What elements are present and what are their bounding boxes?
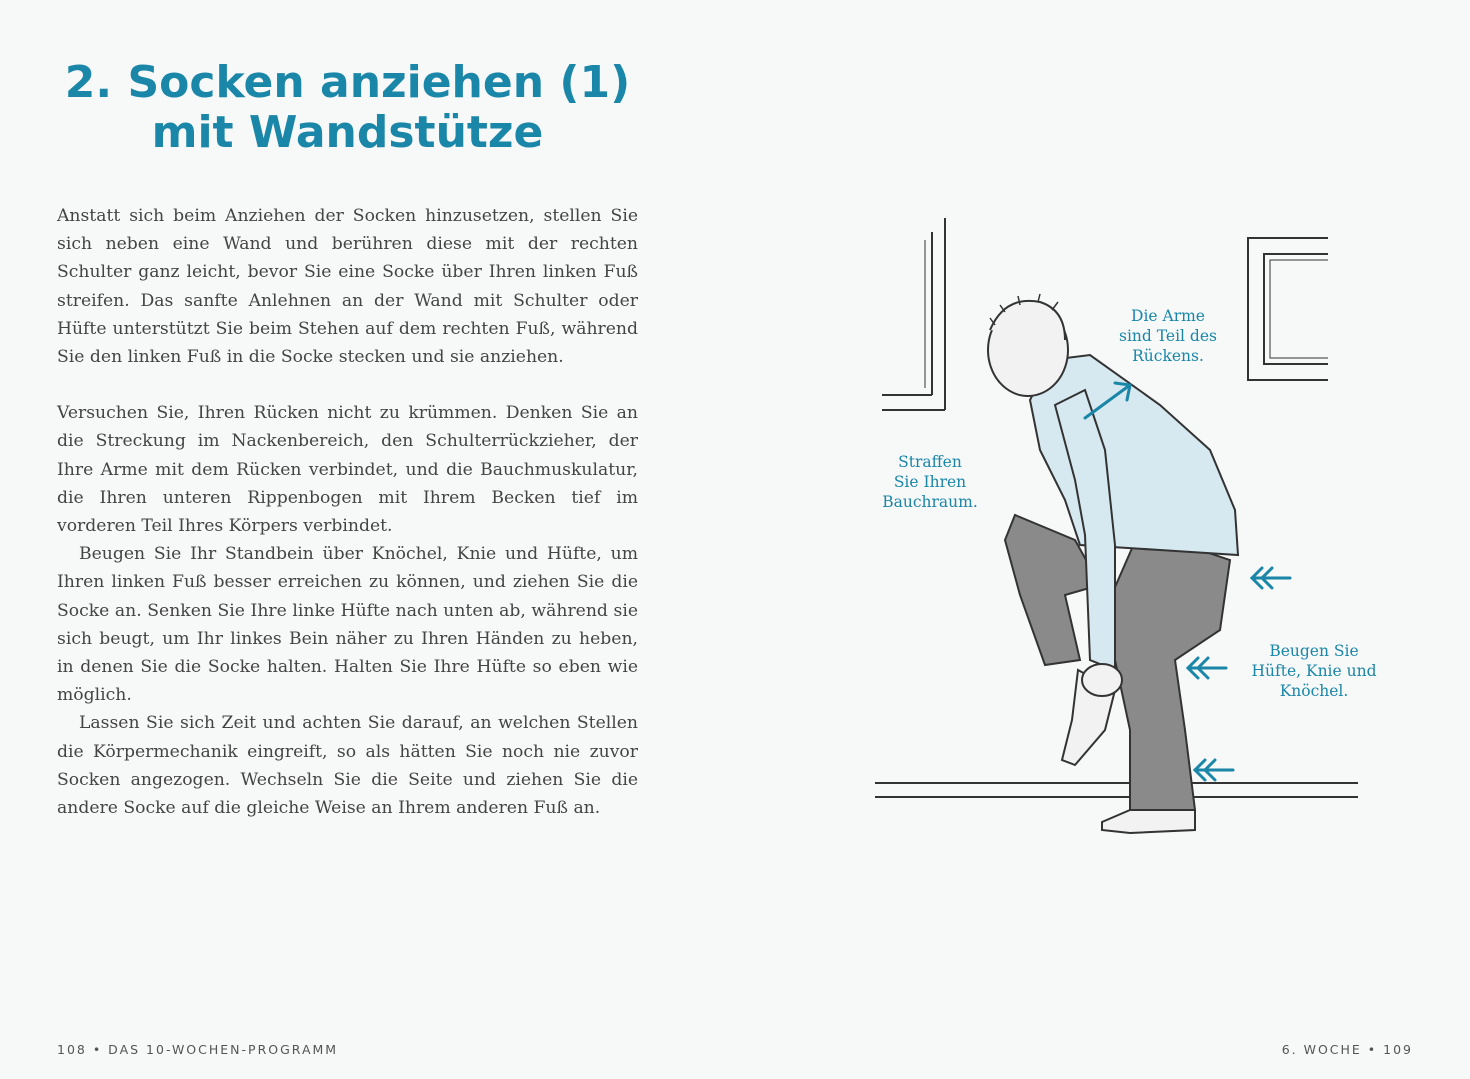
note-bend: Beugen Sie Hüfte, Knie und Knöchel. <box>1251 642 1377 700</box>
title-line-1: 2. Socken anziehen (1) <box>64 57 631 108</box>
footer-left: 108 • DAS 10-WOCHEN-PROGRAMM <box>57 1042 339 1057</box>
standing-leg <box>1105 530 1230 810</box>
paragraph-4: Lassen Sie sich Zeit und achten Sie darauf, an welchen Stellen die Körpermechanik eingreift, so als hätten Sie noch nie zuvor Socken angezogen. Wechseln Sie die Seite und ziehen Sie die andere Socke auf die gleiche Weise an Ihrem anderen Fuß an. <box>57 713 638 819</box>
note-arms: Die Arme sind Teil des Rückens. <box>1119 307 1217 365</box>
note-abdomen: Straffen Sie Ihren Bauchraum. <box>882 453 978 511</box>
arrow-hip-icon <box>1252 568 1290 588</box>
footer-right: 6. WOCHE • 109 <box>1281 1042 1413 1057</box>
window-frame-right <box>1248 238 1328 380</box>
paragraph-3: Beugen Sie Ihr Standbein über Knöchel, Knie und Hüfte, um Ihren linken Fuß besser erreichen zu können, und ziehen Sie die Socke an. Senken Sie Ihre linke Hüfte nach unten ab, während sie sich beugt, um Ihr linkes Bein näher zu Ihren Händen zu heben, in denen Sie die Socke halten. Halten Sie Ihre Hüfte so eben wie möglich. <box>57 544 638 706</box>
window-frame-left <box>882 218 945 410</box>
arrow-knee-icon <box>1188 658 1226 678</box>
page-title <box>40 58 655 158</box>
exercise-illustration <box>840 190 1380 890</box>
title-line-2: mit Wandstütze <box>151 107 544 158</box>
hand <box>1082 664 1122 696</box>
shirt <box>1030 355 1238 555</box>
body-text <box>57 202 638 822</box>
arrow-ankle-icon <box>1195 760 1233 780</box>
paragraph-1: Anstatt sich beim Anziehen der Socken hinzusetzen, stellen Sie sich neben eine Wand und berühren diese mit der rechten Schulter ganz leicht, bevor Sie eine Socke über Ihren linken Fuß streifen. Das sanfte Anlehnen an der Wand mit Schulter oder Hüfte unterstützt Sie beim Stehen auf dem rechten Fuß, während Sie den linken Fuß in die Socke stecken und sie anziehen. <box>57 206 638 368</box>
illustration-drawing <box>840 190 1380 890</box>
paragraph-2: Versuchen Sie, Ihren Rücken nicht zu krümmen. Denken Sie an die Streckung im Nackenbereich, den Schulterrückzieher, der Ihre Arme mit dem Rücken verbindet, und die Bauchmuskulatur, die Ihren unteren Rippenbogen mit Ihrem Becken tief im vorderen Teil Ihres Körpers verbindet. <box>57 403 638 537</box>
floor-lines <box>875 783 1358 797</box>
bare-foot <box>1102 810 1195 833</box>
head <box>988 294 1068 396</box>
